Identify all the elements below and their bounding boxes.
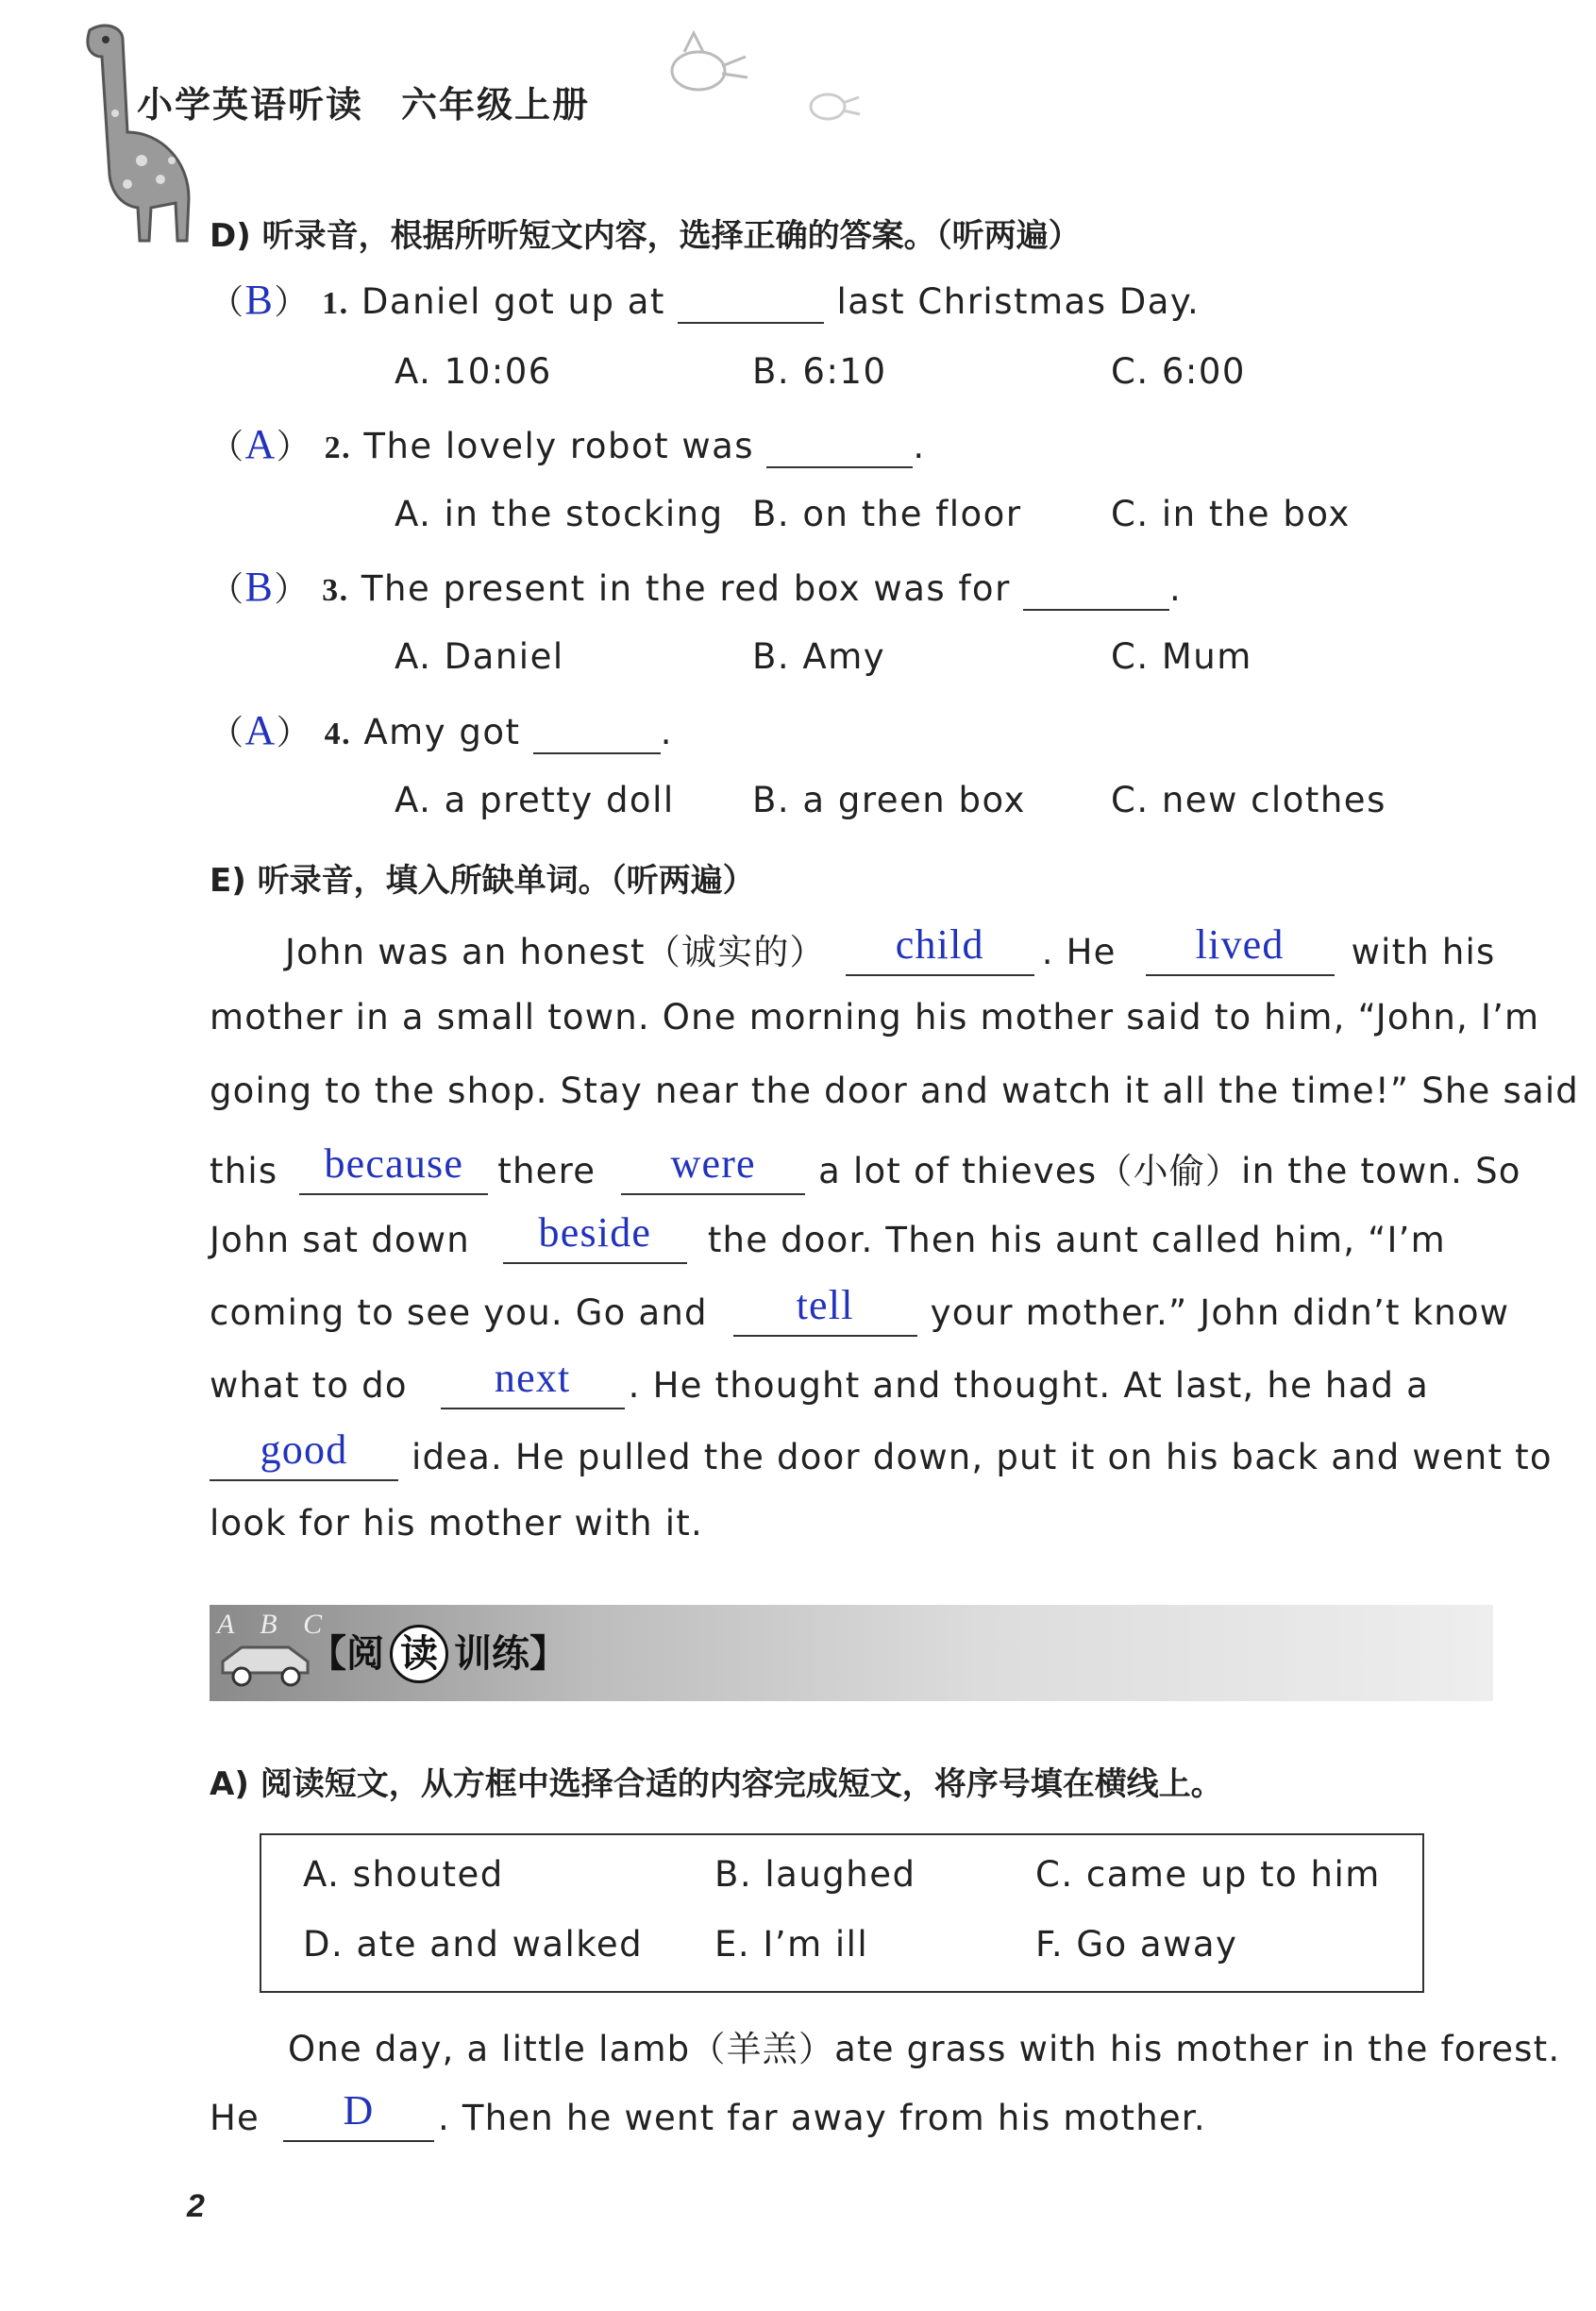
blank-4: were — [621, 1145, 805, 1195]
passage-line-4: this because there were a lot of thieves（小偷）in the town. So — [210, 1142, 1521, 1195]
q4-option-a: A. a pretty doll — [395, 780, 675, 820]
q2-option-b: B. on the floor — [752, 494, 1022, 534]
giraffe-illustration — [57, 19, 208, 245]
banner-circle-char: 读 — [390, 1625, 448, 1683]
q3-option-c: C. Mum — [1111, 636, 1252, 677]
passage-line-7: what to do next . He thought and thought. At last, he had a — [210, 1359, 1429, 1409]
q3-option-a: A. Daniel — [395, 636, 564, 677]
q1-option-c: C. 6:00 — [1111, 351, 1246, 392]
word-bank-box — [260, 1833, 1424, 1993]
box-option-f: F. Go away — [1035, 1924, 1238, 1965]
q4-option-c: C. new clothes — [1111, 780, 1386, 820]
reading-paragraph-1: One day, a little lamb（羊羔）ate grass with his mother in the forest. — [288, 2029, 1561, 2069]
box-option-b: B. laughed — [714, 1854, 916, 1895]
reading-paragraph-2: He D . Then he went far away from his mother. — [210, 2092, 1206, 2142]
box-option-d: D. ate and walked — [303, 1924, 644, 1965]
question-1: （B） 1. Daniel got up at last Christmas Day. — [210, 277, 1201, 323]
blank-5: beside — [503, 1214, 687, 1264]
reading-training-banner — [210, 1605, 1493, 1701]
section-e-heading: E) 听录音，填入所缺单词。（听两遍） — [210, 862, 755, 900]
answer-blank — [533, 712, 661, 754]
page-number: 2 — [187, 2188, 205, 2224]
question-4-answer: A — [244, 707, 277, 753]
page-header-title: 小学英语听读 六年级上册 — [137, 84, 591, 126]
question-1-answer: B — [244, 277, 275, 323]
answer-blank — [1023, 568, 1169, 611]
banner-label: 【阅 读 训练】 — [309, 1624, 567, 1683]
passage-line-2: mother in a small town. One morning his mother said to him, “John, I’m — [210, 997, 1540, 1037]
answer-blank — [678, 281, 824, 324]
q2-option-c: C. in the box — [1111, 494, 1351, 534]
blank-8: good — [210, 1431, 398, 1481]
blank-6: tell — [733, 1287, 917, 1337]
car-icon — [213, 1633, 317, 1690]
passage-line-1: John was an honest（诚实的） child . He lived with his — [285, 923, 1496, 976]
blank-3: because — [299, 1145, 488, 1195]
q1-option-b: B. 6:10 — [752, 351, 887, 392]
blank-2: lived — [1146, 926, 1335, 976]
section-a-heading: A) 阅读短文，从方框中选择合适的内容完成短文，将序号填在横线上。 — [210, 1765, 1223, 1803]
q3-option-b: B. Amy — [752, 636, 886, 677]
question-3-answer: B — [244, 564, 275, 610]
answer-blank — [766, 426, 913, 468]
passage-line-8: good idea. He pulled the door down, put it on his back and went to — [210, 1431, 1553, 1481]
question-2-answer: A — [244, 421, 277, 467]
passage-line-6: coming to see you. Go and tell your mother.” John didn’t know — [210, 1287, 1509, 1337]
blank-7: next — [441, 1359, 625, 1409]
banner-letters: A B C — [217, 1609, 332, 1640]
question-3: （B） 3. The present in the red box was for . — [210, 564, 1183, 610]
box-option-e: E. I’m ill — [714, 1924, 869, 1965]
reading-blank-1: D — [283, 2092, 434, 2142]
blank-1: child — [846, 926, 1034, 976]
question-4: （A） 4. Amy got . — [210, 707, 674, 753]
q2-option-a: A. in the stocking — [395, 494, 724, 534]
bird-icon — [651, 28, 755, 109]
question-2: （A） 2. The lovely robot was . — [210, 421, 926, 467]
passage-line-3: going to the shop. Stay near the door and watch it all the time!” She said — [210, 1071, 1579, 1111]
box-option-a: A. shouted — [303, 1854, 504, 1895]
passage-line-5: John sat down beside the door. Then his aunt called him, “I’m — [210, 1214, 1446, 1264]
box-option-c: C. came up to him — [1035, 1854, 1381, 1895]
small-bird-icon — [798, 80, 864, 132]
passage-line-9: look for his mother with it. — [210, 1503, 703, 1543]
q1-option-a: A. 10:06 — [395, 351, 552, 392]
q4-option-b: B. a green box — [752, 780, 1026, 820]
section-d-heading: D) 听录音，根据所听短文内容，选择正确的答案。（听两遍） — [210, 217, 1081, 255]
